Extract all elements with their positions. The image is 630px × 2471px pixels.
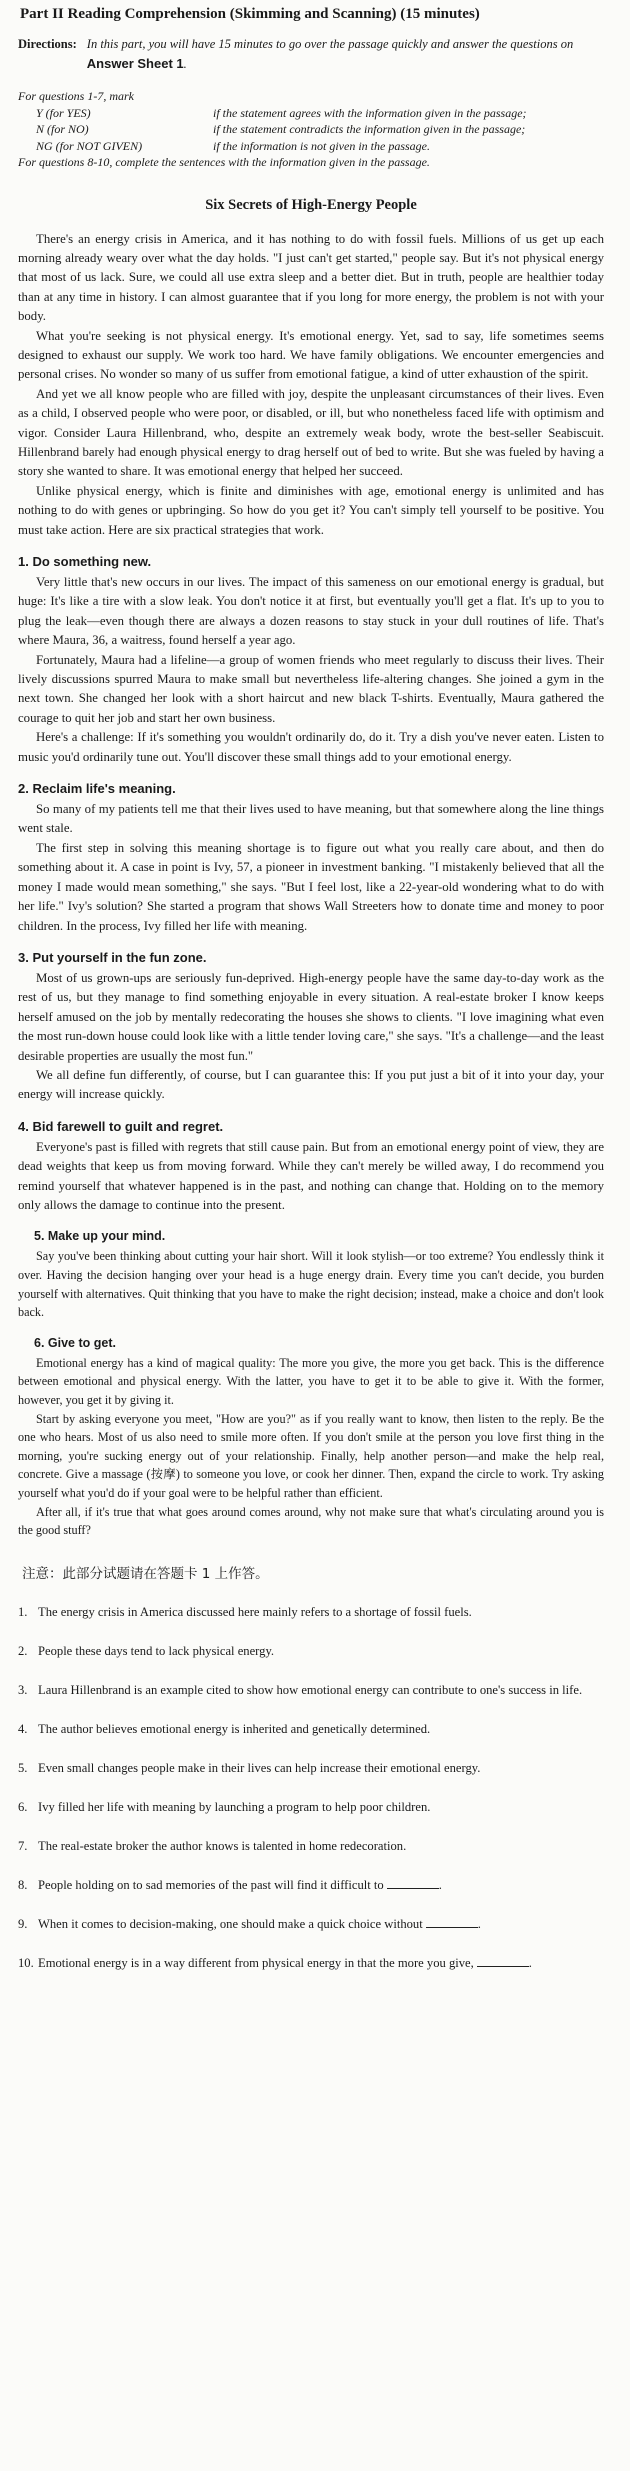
paragraph: Very little that's new occurs in our lives. The impact of this sameness on our emotional energy is gradual, but huge: It's like a tire with a slow leak. You don't notice it at first, but eventually you'll get a flat. It's up to you to plug the leak—even though there are always a dozen reasons to stay stuck in your dull routines of life. That's where Maura, 36, a waitress, found herself a year ago. <box>18 575 604 648</box>
question-number: 10. <box>18 1955 34 1970</box>
passage-title: Six Secrets of High-Energy People <box>205 196 417 213</box>
question-number: 2. <box>18 1643 28 1658</box>
question-item <box>18 1721 604 1739</box>
question-item <box>18 1877 604 1895</box>
paragraph: Everyone's past is filled with regrets that still cause pain. But from an emotional energy point of view, they are dead weights that keep us from moving forward. While they can't merely be willed away, I do recommend you remind yourself that whatever happened is in the past, and nothing can change that. Holding on to the memory only allows the damage to continue into the present. <box>18 1139 604 1212</box>
section-heading: 3. Put yourself in the fun zone. <box>18 949 207 965</box>
paragraph: After all, if it's true that what goes around comes around, why not make sure that what's circulating around you is the good stuff? <box>18 1504 604 1538</box>
paragraph: Say you've been thinking about cutting your hair short. Will it look stylish—or too extreme? You endlessly think it over. Having the decision hanging over your head is a huge energy drain. Every time you can't decide, you burden yourself with alternatives. Quit thinking that you have to make the right decision; instead, make a choice and don't look back. <box>18 1249 604 1320</box>
paragraph: So many of my patients tell me that their lives used to have meaning, but that somewhere along the line things went stale. <box>18 802 604 836</box>
mark-code: NG (for NOT GIVEN) <box>36 138 143 153</box>
question-item <box>18 1838 604 1856</box>
question-item <box>18 1643 604 1661</box>
question-item <box>18 1799 604 1817</box>
paragraph: Fortunately, Maura had a lifeline—a group of women friends who meet regularly to discuss their lives. Their lively discussions spurred Maura to make small but nevertheless life-altering changes. She joined a gym in the next town. She changed her look with a short haircut and new black T-shirts. Eventually, Maura gathered the courage to quit her job and start her own business. <box>18 652 604 725</box>
question-item <box>18 1916 604 1934</box>
section-guilt-regret <box>18 1119 604 1216</box>
question-text: Laura Hillenbrand is an example cited to show how emotional energy can contribute to one's success in life. <box>38 1682 583 1697</box>
question-number: 7. <box>18 1838 28 1853</box>
question-number: 3. <box>18 1682 28 1697</box>
question-text-wrap: When it comes to decision-making, one should make a quick choice without . <box>38 1916 481 1931</box>
question-number: 1. <box>18 1604 28 1619</box>
paragraph: Here's a challenge: If it's something you wouldn't ordinarily do, do it. Try a dish you've never eaten. Listen to music you'd ordinarily tune out. You'll discover these small things add to your emotional energy. <box>18 730 604 764</box>
part-title: Part II Reading Comprehension (Skimming and Scanning) (15 minutes) <box>20 6 480 22</box>
question-number: 4. <box>18 1721 28 1736</box>
question-text: Emotional energy is in a way different from physical energy in that the more you give, <box>38 1955 474 1970</box>
section-give-to-get <box>18 1336 604 1540</box>
question-item <box>18 1760 604 1778</box>
paragraph: And yet we all know people who are filled with joy, despite the unpleasant circumstances of their lives. Even as a child, I observed people who were poor, or disabled, or ill, but who nonetheless faced life with optimism and vigor. Consider Laura Hillenbrand, who, despite an extremely weak body, wrote the best-seller Seabiscuit. Hillenbrand barely had enough physical energy to drag herself out of bed to write. But she was fueled by having a story she wanted to share. It was emotional energy that helped her succeed. <box>18 386 604 479</box>
paragraph: The first step in solving this meaning shortage is to figure out what you really care about, and then do something about it. A case in point is Ivy, 57, a pioneer in investment banking. "I mistakenly believed that all the money I made would mean something," she says. "But I feel lost, like a 22-year-old wondering what to do with her life." Ivy's solution? She started a program that shows Wall Streeters how to donate time and money to poor children. In the process, Ivy filled her life with meaning. <box>18 840 604 933</box>
question-item <box>18 1604 604 1622</box>
instructions-tail: For questions 8-10, complete the sentences with the information given in the passage. <box>18 155 430 169</box>
answer-sheet-note: 注意：此部分试题请在答题卡 1 上作答。 <box>22 1565 269 1582</box>
section-reclaim-meaning <box>18 781 604 936</box>
mark-code: N (for NO) <box>36 122 89 136</box>
question-number: 6. <box>18 1799 28 1814</box>
passage-intro <box>18 230 604 541</box>
section-heading: 1. Do something new. <box>18 554 152 569</box>
section-do-something-new <box>18 554 604 767</box>
paragraph: There's an energy crisis in America, and it has nothing to do with fossil fuels. Millions of us get up each morning already weary over what the day holds. "I just can't get started," people say. But it's not physical energy that most of us lack. Sure, we could all use extra sleep and a better diet. But in truth, people are healthier today than at any time in history. I can almost guarantee that if you long for more energy, the problem is not with your body. <box>18 231 604 324</box>
instructions-intro: For questions 1-7, mark <box>18 89 134 103</box>
directions-body: In this part, you will have 15 minutes to go over the passage quickly and answer the questions on <box>86 37 574 51</box>
question-text: Even small changes people make in their lives can help increase their emotional energy. <box>38 1760 481 1775</box>
directions-label: Directions: <box>18 37 77 51</box>
question-item <box>18 1955 604 1973</box>
answer-blank[interactable] <box>426 1916 478 1928</box>
paragraph: We all define fun differently, of course, but I can guarantee this: If you put just a bit of it into your day, your energy will increase quickly. <box>18 1067 604 1102</box>
question-text-wrap: Emotional energy is in a way different from physical energy in that the more you give, . <box>38 1955 532 1970</box>
directions <box>18 35 604 74</box>
section-heading: 5. Make up your mind. <box>34 1229 166 1244</box>
mark-row <box>18 138 604 155</box>
paragraph: What you're seeking is not physical energy. It's emotional energy. Yet, sad to say, life sometimes seems designed to exhaust our supply. We work too hard. We have family obligations. We encounter emergencies and personal crises. No wonder so many of us suffer from emotional fatigue, a kind of utter exhaustion of the spirit. <box>18 328 604 382</box>
question-list <box>18 1604 604 1973</box>
question-text: People these days tend to lack physical energy. <box>38 1643 275 1658</box>
paragraph: Most of us grown-ups are seriously fun-deprived. High-energy people have the same day-to-day work as the rest of us, but they manage to find something enjoyable in every situation. A real-estate broker I know keeps herself amused on the job by mentally redecorating the houses she shows to clients. "I love imagining what even the most run-down house could look like with a little tender loving care," she says. "It's a challenge—and the least desirable properties are usually the most fun." <box>18 970 604 1063</box>
paragraph: Start by asking everyone you meet, "How are you?" as if you really want to know, then listen to the reply. Be the one who hears. Most of us also need to smile more often. If you don't smile at the person you love first thing in the morning, you're sucking energy out of your relationship. Finally, help another person—and make the help real, concrete. Give a massage (按摩) to someone you love, or cook her dinner. Then, expand the circle to work. Try asking yourself what you'd do if your goal were to be helpful rather than efficient. <box>18 1411 604 1500</box>
mark-row <box>18 121 604 138</box>
directions-text <box>87 35 604 74</box>
mark-meaning: if the statement contradicts the information given in the passage; <box>213 122 526 136</box>
question-text: The real-estate broker the author knows is talented in home redecoration. <box>38 1838 407 1853</box>
section-heading: 2. Reclaim life's meaning. <box>18 781 176 797</box>
exam-page <box>0 6 630 2471</box>
answer-blank[interactable] <box>477 1955 529 1967</box>
mark-row <box>18 105 604 122</box>
question-text: Ivy filled her life with meaning by launching a program to help poor children. <box>38 1799 431 1814</box>
question-text: When it comes to decision-making, one should make a quick choice without <box>38 1916 423 1931</box>
mark-meaning: if the information is not given in the passage. <box>213 138 430 153</box>
answer-blank[interactable] <box>387 1877 439 1889</box>
paragraph: Emotional energy has a kind of magical quality: The more you give, the more you get back. This is the difference between emotional and physical energy. With the latter, you have to get it to be able to give it. With the former, however, you get it by giving it. <box>18 1355 604 1407</box>
directions-end: . <box>183 57 187 71</box>
question-item <box>18 1682 604 1700</box>
answer-sheet-ref: Answer Sheet 1 <box>86 56 184 71</box>
question-text-wrap: People holding on to sad memories of the past will find it difficult to . <box>38 1877 442 1892</box>
paragraph: Unlike physical energy, which is finite and diminishes with age, emotional energy is unlimited and has nothing to do with genes or upbringing. So how do you get it? You can't simply tell yourself to be positive. You must take action. Here are six practical strategies that work. <box>18 483 604 537</box>
question-number: 5. <box>18 1760 28 1775</box>
question-text: The author believes emotional energy is inherited and genetically determined. <box>38 1721 431 1736</box>
mark-meaning: if the statement agrees with the information given in the passage; <box>213 105 527 120</box>
section-heading: 4. Bid farewell to guilt and regret. <box>18 1118 224 1134</box>
question-number: 9. <box>18 1916 28 1931</box>
section-heading: 6. Give to get. <box>34 1335 116 1350</box>
instructions <box>18 88 604 171</box>
question-text: The energy crisis in America discussed here mainly refers to a shortage of fossil fuels. <box>38 1604 472 1619</box>
section-fun-zone <box>18 950 604 1105</box>
question-text: People holding on to sad memories of the past will find it difficult to <box>38 1877 384 1892</box>
mark-code: Y (for YES) <box>36 105 91 120</box>
question-number: 8. <box>18 1877 28 1892</box>
section-make-up-mind <box>18 1229 604 1321</box>
